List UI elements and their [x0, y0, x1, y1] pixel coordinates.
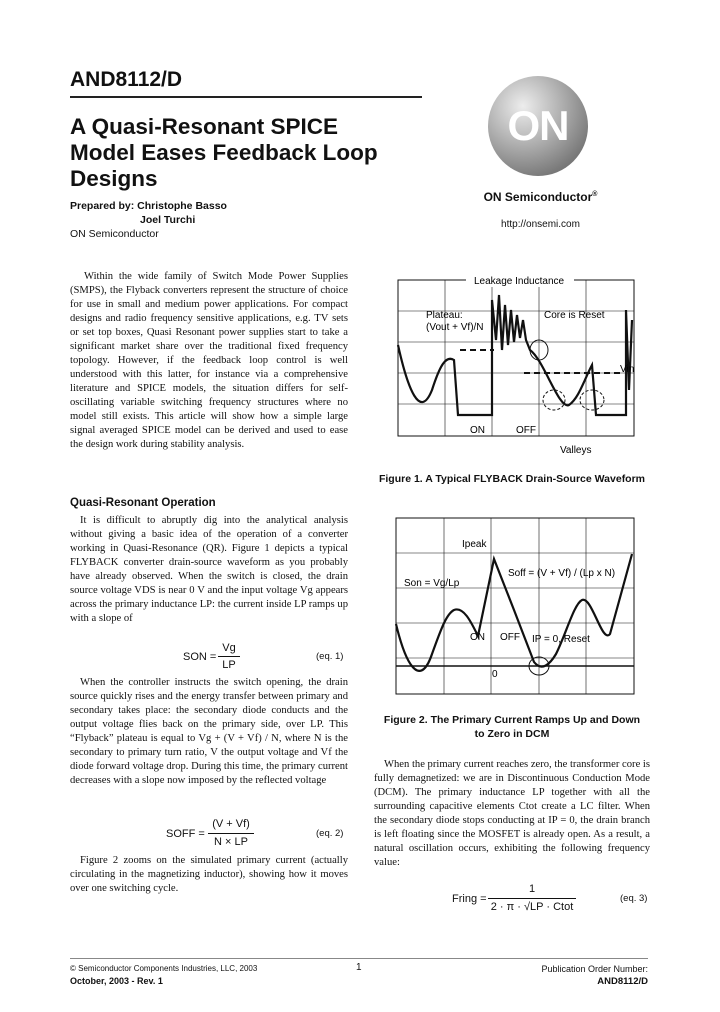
page-number: 1	[356, 962, 362, 973]
website-link[interactable]: http://onsemi.com	[501, 219, 580, 230]
column2-paragraph: When the primary current reaches zero, the transformer core is fully demagnetized: we are in Discontinuous Conduction Mode (DCM). The primary inductance LP together with all the surrounding capacitive elements Ctot create a LC filter. When the secondary diode stops conducting at IP = 0, the drain branch is left floating since the MOSFET is already open. As a result, a natural oscillation occurs, exhibiting the following frequency value:	[374, 759, 650, 868]
eq2-fraction-bar	[208, 833, 254, 834]
fig1-on-label: ON	[470, 425, 485, 436]
eq2-numerator: (V + Vf)	[212, 818, 250, 830]
section-heading: Quasi-Resonant Operation	[70, 497, 216, 509]
figure1-caption: Figure 1. A Typical FLYBACK Drain-Source Waveform	[378, 473, 646, 485]
eq2-denominator: N × LP	[214, 836, 248, 848]
revision-date: October, 2003 - Rev. 1	[70, 976, 163, 986]
eq3-fraction-bar	[488, 898, 576, 899]
fig2-ipeak-label: Ipeak	[462, 539, 487, 550]
fig1-off-label: OFF	[516, 425, 536, 436]
fig1-plateau-formula: (Vout + Vf)/N	[426, 322, 484, 333]
paragraph-3: Figure 2 zooms on the simulated primary current (actually circulating in the magnetizing inductor), showing how it moves over one switching cycle.	[70, 855, 348, 894]
paragraph-1: It is difficult to abruptly dig into the analytical analysis without giving a basic idea of the operation of a converter working in Quasi-Resonance (QR). Figure 1 depicts a typical FLYBACK converter drain-source waveform as you probably have already observed. When the switch is closed, the drain source voltage VDS is near 0 V and the input voltage Vg appears across the primary inductance LP: the current inside LP ramps up with a slope of	[70, 515, 348, 624]
eq3-numerator: 1	[528, 883, 536, 895]
second-author: Joel Turchi	[140, 214, 196, 226]
figure1-waveform	[374, 270, 650, 466]
copyright: © Semiconductor Components Industries, LLC, 2003	[70, 964, 258, 973]
fig2-off-label: OFF	[500, 632, 520, 643]
fig2-soff-label: Soff = (V + Vf) / (Lp x N)	[508, 568, 616, 579]
eq2-label: (eq. 2)	[316, 828, 344, 839]
prepared-by: Prepared by: Christophe Basso	[70, 200, 227, 212]
fig2-frame	[396, 518, 634, 694]
fig2-reset-label: IP = 0, Reset	[532, 634, 590, 645]
fig2-son-label: Son = Vg/Lp	[404, 578, 460, 589]
eq1-numerator: Vg	[222, 642, 236, 654]
page-title: A Quasi-Resonant SPICE Model Eases Feedback Loop Designs	[70, 114, 378, 191]
intro-paragraph: Within the wide family of Switch Mode Power Supplies (SMPS), the Flyback converters represent the structure of choice for use in small and medium power applications. For compact designs and radio frequency sensitive applications, e.g. TV sets or set top boxes, Quasi Resonant power supplies start to take a significant market share over the traditional fixed frequency topology. However, if the feedback loop control is well understood with this latter, for instance via a comprehensive literature and SPICE models, the situation differs for self-oscillating variable switching frequency structures where no model still exists. This article will show how a simple large signal averaged SPICE model can be derived and used to ease the design work during stability analysis.	[70, 271, 348, 450]
publication-number: AND8112/D	[597, 976, 648, 987]
fig1-valleys-label: Valleys	[560, 445, 592, 456]
fig1-frame	[398, 280, 634, 436]
logo-text: ON	[507, 102, 569, 149]
publication-label: Publication Order Number:	[541, 964, 648, 974]
eq1-fraction-bar	[218, 656, 240, 657]
fig1-core-reset-label: Core is Reset	[544, 310, 605, 321]
on-logo	[488, 76, 588, 176]
fig2-zero-label: 0	[492, 669, 498, 680]
fig1-plateau-label: Plateau:	[426, 310, 463, 321]
figure2-current	[374, 514, 650, 708]
fig1-vin-label: Vin	[620, 364, 635, 375]
eq1-denominator: LP	[222, 659, 236, 671]
eq3-denominator: 2 · π · √LP · Ctot	[490, 901, 574, 913]
paragraph-2: When the controller instructs the switch opening, the drain source quickly rises and the energy transfer between primary and secondary takes place: the secondary diode conducts and the output voltage flies back on the primary side, over LP. This “Flyback” plateau is equal to Vg + (V + Vf) / N, where N is the secondary to primary turn ratio, V the output voltage and Vf the diode forward voltage drop. During this time, the primary current decreases with a slope now imposed by the reflected voltage	[70, 677, 348, 786]
figure2-caption: Figure 2. The Primary Current Ramps Up and Down to Zero in DCM	[383, 714, 641, 740]
footer-rule	[70, 958, 648, 959]
eq1-label: (eq. 1)	[316, 651, 344, 662]
affiliation: ON Semiconductor	[70, 228, 159, 240]
eq3-lhs: Fring =	[452, 893, 487, 905]
fig2-on-label: ON	[470, 632, 485, 643]
brand-name	[468, 190, 613, 204]
fig1-leakage-label: Leakage Inductance	[474, 276, 565, 287]
document-number: AND8112/D	[70, 68, 183, 91]
header-rule	[70, 96, 422, 98]
eq2-lhs: SOFF =	[166, 828, 205, 840]
eq1-lhs: SON =	[183, 651, 217, 663]
registered-mark: ®	[592, 191, 598, 198]
brand-text: ON Semiconductor	[483, 190, 593, 204]
eq3-label: (eq. 3)	[620, 893, 648, 904]
